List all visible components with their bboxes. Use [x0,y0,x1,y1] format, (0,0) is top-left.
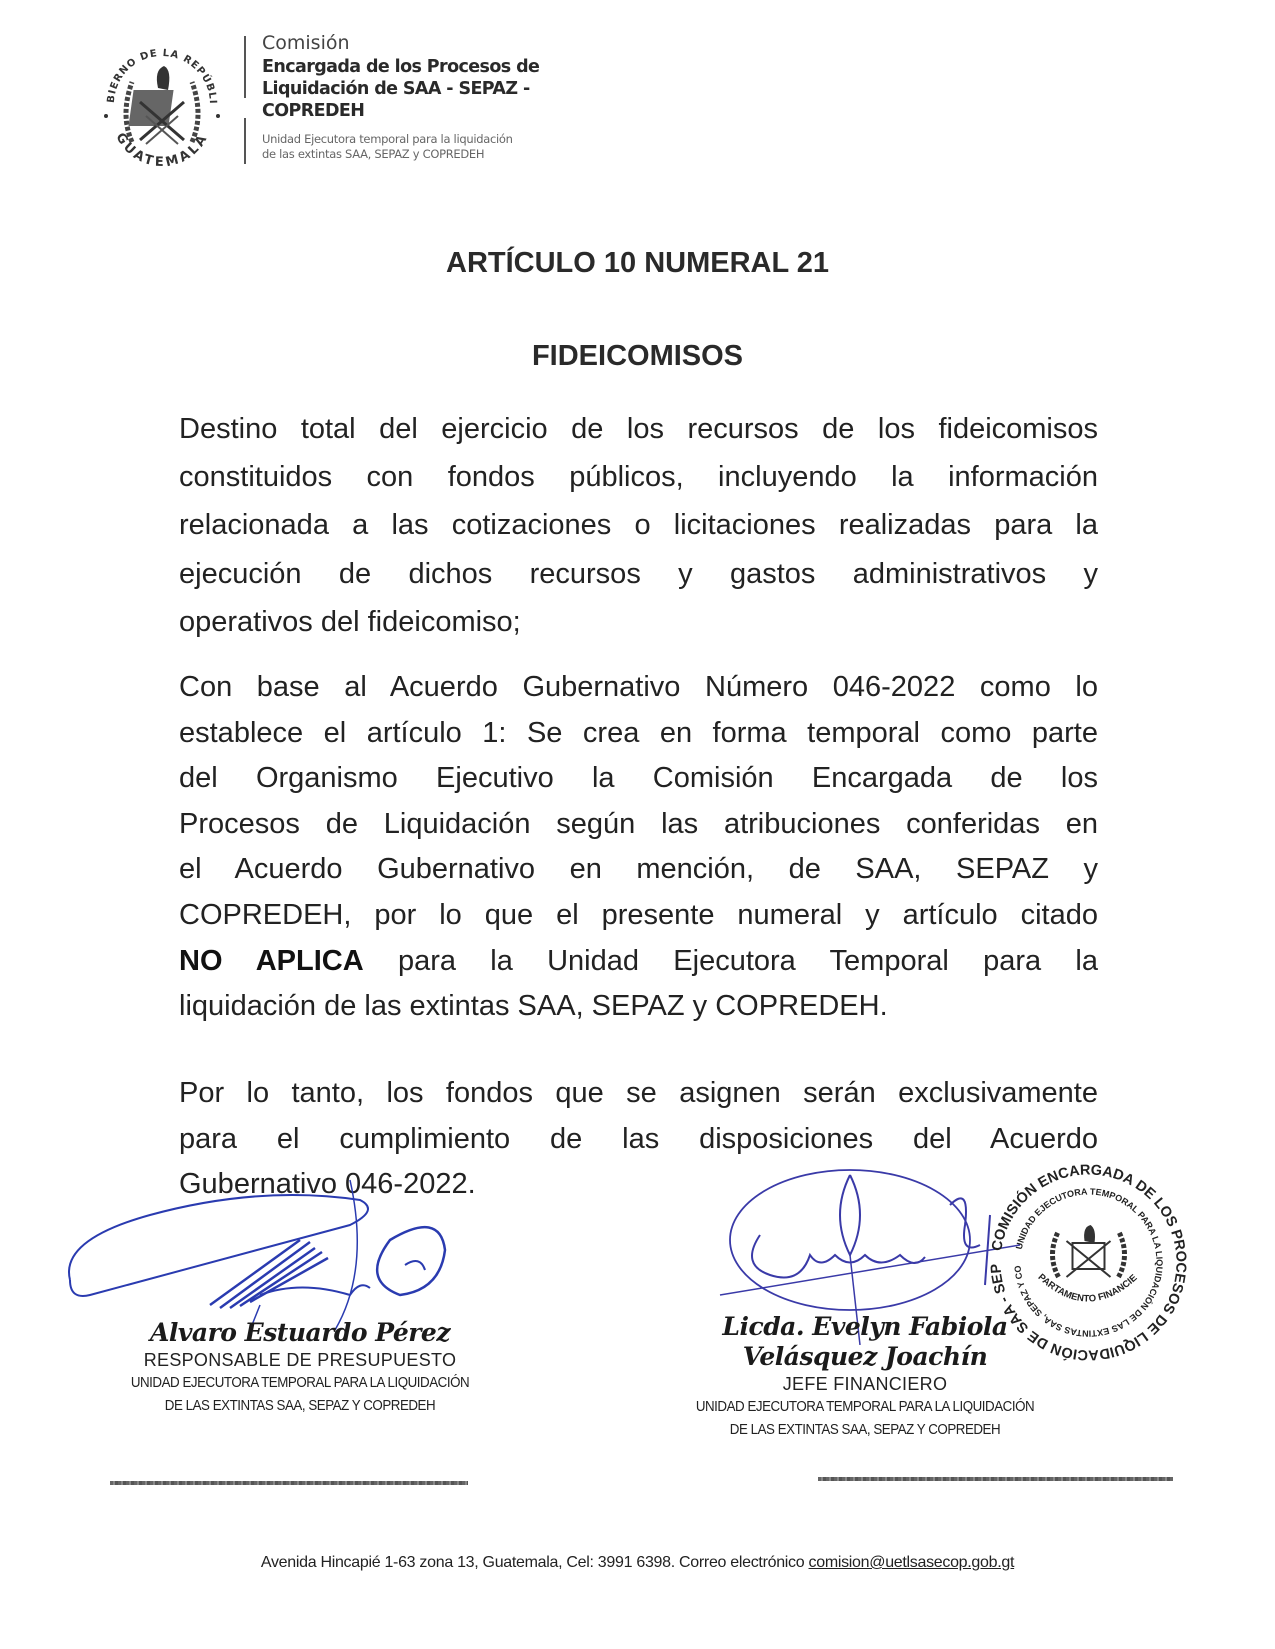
signer-name: Licda. Evelyn Fabiola Velásquez Joachín [722,1312,1008,1371]
signature-scribble-left [60,1130,480,1330]
paragraph-line: del Organismo Ejecutivo la Comisión Encargada de los [179,762,1098,795]
signature-block-left [105,1318,495,1418]
header-subtitle-line: Unidad Ejecutora temporal para la liquidación [262,132,513,146]
signer-unit-line: DE LAS EXTINTAS SAA, SEPAZ Y COPREDEH [729,1422,1001,1438]
paragraph-line: Gubernativo 046-2022. [179,1168,476,1201]
paragraph-line: para el cumplimiento de las disposiciones del Acuerdo [179,1122,1098,1155]
header-divider [244,118,246,164]
paragraph-line: ejecución de dichos recursos y gastos administrativos y [179,557,1098,590]
header-organization-title [262,56,552,122]
paragraph-line: relacionada a las cotizaciones o licitaciones realizadas para la [179,509,1098,542]
article-heading: ARTÍCULO 10 NUMERAL 21 [446,247,829,279]
signature-line-right [818,1477,1173,1481]
paragraph-line: COPREDEH, por lo que el presente numeral y artículo citado [179,898,1098,931]
paragraph-definition [179,405,1098,646]
paragraph-text: para la Unidad Ejecutora Temporal para la [397,944,1098,977]
paragraph-line: operativos del fideicomiso; [179,605,521,638]
stamp-outer-text: COMISIÓN ENCARGADA DE LOS PROCESOS DE LIQUIDACIÓN DE SAA - SEP [988,1162,1189,1363]
paragraph-line: el Acuerdo Gubernativo en mención, de SAA, SEPAZ y [179,853,1098,886]
header-subtitle-line: de las extintas SAA, SEPAZ y COPREDEH [262,147,485,161]
signer-unit-line: UNIDAD EJECUTORA TEMPORAL PARA LA LIQUIDACIÓN [130,1375,470,1391]
footer-address: Avenida Hincapié 1-63 zona 13, Guatemala, Cel: 3991 6398. Correo electrónico [260,1554,809,1571]
header-title-line: COPREDEH [262,101,365,121]
header-unit-subtitle [262,132,562,162]
stamp-center-text: PARTAMENTO FINANCIE [1035,1271,1140,1305]
signature-block-right [660,1312,1070,1442]
signer-unit-line: UNIDAD EJECUTORA TEMPORAL PARA LA LIQUIDACIÓN [695,1399,1035,1415]
paragraph-line-no-aplica [179,939,1098,985]
footer-email-link[interactable]: comision@uetlsasecop.gob.gt [808,1554,1015,1571]
header-divider [244,36,246,98]
guatemala-emblem-logo [92,30,232,170]
paragraph-line: constituidos con fondos públicos, incluyendo la información [179,461,1098,494]
paragraph-line: Destino total del ejercicio de los recursos de los fideicomisos [179,413,1098,445]
guatemala-coat-of-arms-icon [92,30,232,170]
header-title-line: Encargada de los Procesos de [262,57,540,77]
footer-contact [0,1554,1275,1572]
section-heading: FIDEICOMISOS [531,340,744,372]
paragraph-line: Por lo tanto, los fondos que se asignen serán exclusivamente [179,1077,1098,1109]
paragraph-line: Procesos de Liquidación según las atribuciones conferidas en [179,807,1098,840]
header-comision-label: Comisión [262,32,350,54]
signer-role: RESPONSABLE DE PRESUPUESTO [143,1350,457,1370]
paragraph-legal-basis [179,665,1098,1030]
no-aplica-label: NO APLICA [179,944,364,977]
stamp-inner-text: UNIDAD EJECUTORA TEMPORAL PARA LA LIQUIDACIÓN DE LAS EXTINTAS SAA, SEPAZ Y CO [1012,1186,1165,1339]
header-title-line: Liquidación de SAA - SEPAZ - [262,79,530,99]
emblem-ring-top-text: BIERNO DE LA REPÚBLI [105,47,219,105]
paragraph-line: liquidación de las extintas SAA, SEPAZ y COPREDEH. [179,990,888,1023]
signature-line-left [110,1481,468,1485]
paragraph-line: Con base al Acuerdo Gubernativo Número 046-2022 como lo [179,671,1098,703]
signer-name: Alvaro Estuardo Pérez [149,1318,451,1347]
signer-role: JEFE FINANCIERO [782,1374,948,1394]
signer-unit-line: DE LAS EXTINTAS SAA, SEPAZ Y COPREDEH [164,1398,436,1414]
emblem-ring-bottom-text: GUATEMALA [112,130,212,170]
paragraph-line: establece el artículo 1: Se crea en forma temporal como parte [179,716,1098,749]
